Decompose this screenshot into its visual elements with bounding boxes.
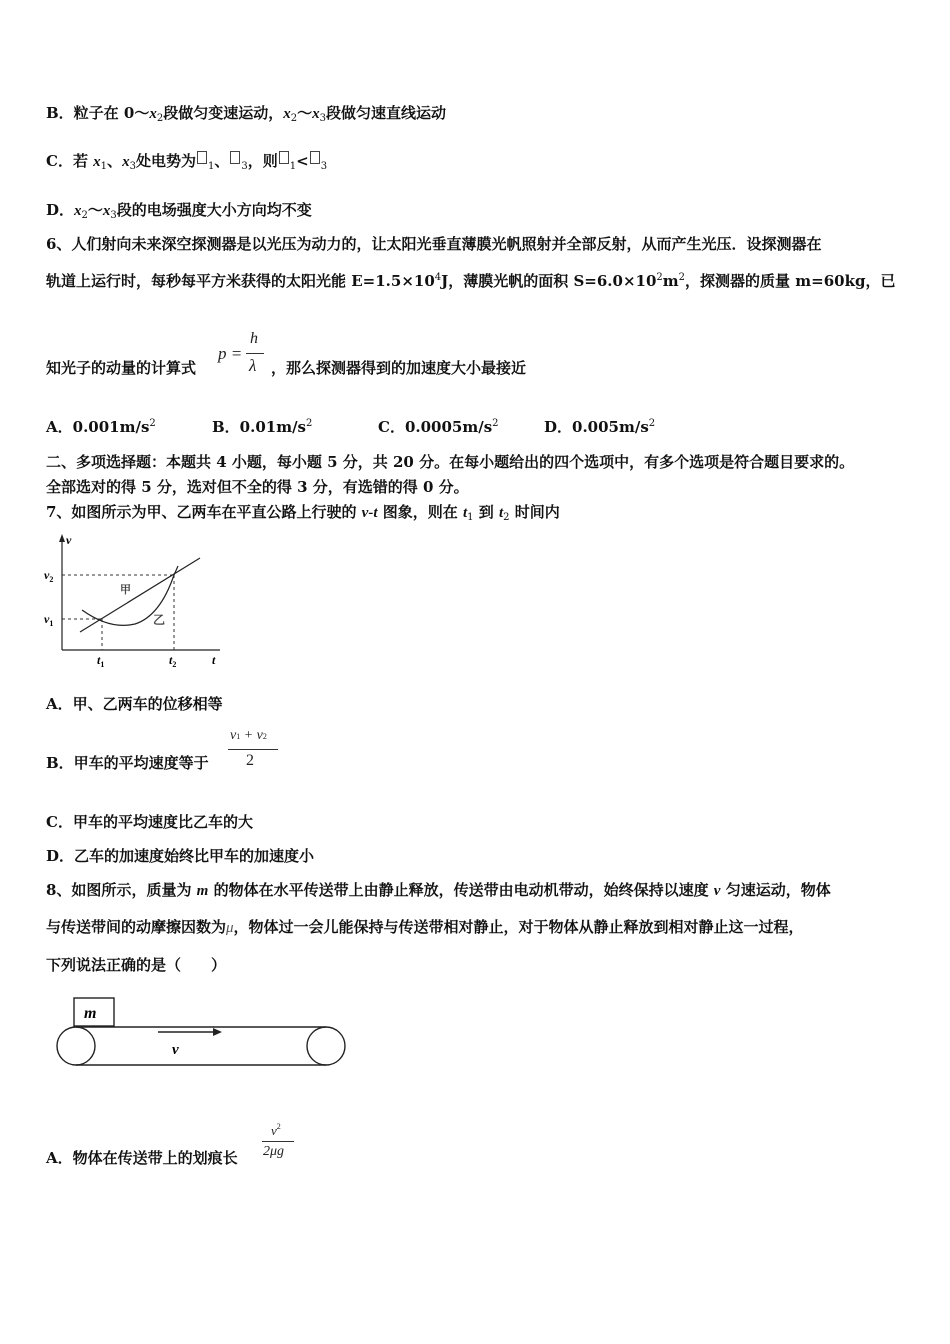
var: μ xyxy=(226,920,234,936)
sub: 2 xyxy=(81,210,88,221)
left-roller xyxy=(57,1027,95,1065)
t1-label: $t_1$ xyxy=(97,653,105,669)
text: 图象，则在 xyxy=(377,503,463,521)
text: ，则 xyxy=(247,152,278,170)
text: ，物体过一会儿能保持与传送带相对静止，对于物体从静止释放到相对静止这一过程， xyxy=(233,918,804,936)
sub: 3 xyxy=(110,210,117,221)
right-roller xyxy=(307,1027,345,1065)
text: D． xyxy=(46,201,75,219)
sup: 2 xyxy=(306,418,313,429)
velocity-arrowhead xyxy=(213,1028,222,1036)
formula-denominator: 2μg xyxy=(263,1144,285,1159)
text: C．0.0005m/s xyxy=(378,418,493,436)
sup: 2 xyxy=(678,272,686,283)
sub: 2 xyxy=(503,512,510,523)
section2-line1: 二、多项选择题：本题共 4 小题，每小题 5 分，共 20 分。在每小题给出的四个选项中，有多个选项是符合题目要求的。 xyxy=(46,453,855,471)
line-jia xyxy=(80,558,200,632)
velocity-label: v xyxy=(172,1042,179,1058)
yi-label: 乙 xyxy=(153,613,166,627)
section2-line2: 全部选对的得 5 分，选对但不全的得 3 分，有选错的得 0 分。 xyxy=(46,478,469,496)
v-axis-arrow xyxy=(59,534,65,542)
sub: 3 xyxy=(320,161,328,172)
var: x xyxy=(93,154,101,170)
formula-numerator: $v^2$ xyxy=(271,1122,281,1138)
text: < xyxy=(296,152,309,170)
missing-glyph-box xyxy=(310,151,320,164)
text: 轨道上运行时，每秒每平方米获得的太阳光能 E=1.5×10 xyxy=(46,272,435,290)
q6-option-c xyxy=(378,416,544,437)
q5-option-c xyxy=(46,150,327,172)
q8-line3: 下列说法正确的是（ ） xyxy=(46,956,227,974)
q6-options xyxy=(46,416,655,437)
var: t xyxy=(462,505,468,521)
sup: 2 xyxy=(149,418,156,429)
text: m xyxy=(662,272,679,290)
sub: 3 xyxy=(241,161,248,172)
text: 8、如图所示，质量为 xyxy=(46,881,197,899)
q8-line1 xyxy=(46,879,831,900)
fraction-bar xyxy=(246,353,264,354)
text: 段做匀变速运动， xyxy=(163,104,284,122)
jia-label: 甲 xyxy=(120,583,131,596)
q7-stem xyxy=(46,501,560,523)
text: 段做匀速直线运动 xyxy=(326,104,447,122)
q6-line3a: 知光子的动量的计算式 xyxy=(46,359,197,377)
q8-line2 xyxy=(46,916,804,937)
q7-option-a: A．甲、乙两车的位移相等 xyxy=(46,695,223,713)
block-m-label: m xyxy=(84,1005,97,1022)
var: x xyxy=(74,203,82,219)
text: ～ xyxy=(87,201,103,219)
missing-glyph-box xyxy=(197,151,207,164)
text: 到 xyxy=(473,503,499,521)
formula-numerator: v1 + v2 xyxy=(230,728,267,743)
avg-velocity-formula xyxy=(228,728,284,774)
missing-glyph-box xyxy=(279,151,289,164)
text: J，薄膜光帆的面积 S=6.0×10 xyxy=(441,272,657,290)
formula-numerator: h xyxy=(250,330,258,347)
text: ，探测器的质量 m=60kg，已 xyxy=(685,272,896,290)
text: 的物体在水平传送带上由静止释放，传送带由电动机带动，始终保持以速度 xyxy=(208,881,714,899)
t-axis-label: t xyxy=(212,653,216,667)
fraction-bar xyxy=(228,749,278,750)
q7-option-c: C．甲车的平均速度比乙车的大 xyxy=(46,813,253,831)
q6-option-d xyxy=(544,416,655,437)
text: 、 xyxy=(107,152,123,170)
sub: 2 xyxy=(156,113,164,124)
v1-label: $v_1$ xyxy=(44,612,54,628)
text: 段的电场强度大小方向均不变 xyxy=(116,201,312,219)
formula-denominator: 2 xyxy=(246,752,254,769)
sub: 1 xyxy=(289,161,297,172)
vt-graph xyxy=(40,530,230,670)
q6-option-a xyxy=(46,416,212,437)
missing-glyph-box xyxy=(230,151,240,164)
sub: 1 xyxy=(207,161,215,172)
text: 时间内 xyxy=(509,503,560,521)
var: x xyxy=(149,106,157,122)
text: A．0.001m/s xyxy=(46,418,150,436)
q6-line3b: ，那么探测器得到的加速度大小最接近 xyxy=(271,359,527,377)
var: t xyxy=(498,505,504,521)
momentum-formula xyxy=(218,330,268,380)
text: ～ xyxy=(297,104,313,122)
t2-label: $t_2$ xyxy=(169,653,177,669)
q6-line2 xyxy=(46,270,895,291)
q8-option-a: A．物体在传送带上的划痕长 xyxy=(46,1149,238,1167)
text: B．粒子在 0～ xyxy=(46,104,150,122)
formula-denominator: λ xyxy=(249,356,257,375)
q7-option-b: B．甲车的平均速度等于 xyxy=(46,754,209,772)
var: x xyxy=(312,106,320,122)
v2-label: $v_2$ xyxy=(44,568,54,584)
sub: 1 xyxy=(467,512,474,523)
sup: 4 xyxy=(434,272,442,283)
sub: 2 xyxy=(290,113,298,124)
sub: 1 xyxy=(100,161,108,172)
text: 匀速运动，物体 xyxy=(720,881,831,899)
formula-p: p = xyxy=(218,344,243,363)
text: C．若 xyxy=(46,152,94,170)
sup: 2 xyxy=(648,418,656,429)
q6-line1: 6、人们射向未来深空探测器是以光压为动力的，让太阳光垂直薄膜光帆照射并全部反射，从而产生光压．设探测器在 xyxy=(46,235,822,253)
text: 、 xyxy=(214,152,230,170)
var: x xyxy=(122,154,130,170)
v-axis-label: v xyxy=(66,533,72,547)
text: 与传送带间的动摩擦因数为 xyxy=(46,918,227,936)
sup: 2 xyxy=(656,272,663,283)
sup: 2 xyxy=(492,418,499,429)
var: x xyxy=(283,106,291,122)
sub: 3 xyxy=(319,113,326,124)
var: v-t xyxy=(361,505,378,521)
conveyor-belt-figure xyxy=(50,992,355,1072)
sub: 3 xyxy=(129,161,136,172)
fraction-bar xyxy=(262,1141,294,1142)
q7-option-d: D．乙车的加速度始终比甲车的加速度小 xyxy=(46,847,315,865)
text: B．0.01m/s xyxy=(212,418,307,436)
scratch-length-formula xyxy=(262,1122,302,1168)
text: D．0.005m/s xyxy=(544,418,649,436)
text: 处电势为 xyxy=(135,152,196,170)
var: x xyxy=(102,203,111,219)
q5-option-d xyxy=(46,199,312,221)
q6-option-b xyxy=(212,416,378,437)
q5-option-b xyxy=(46,102,446,124)
text: 7、如图所示为甲、乙两车在平直公路上行驶的 xyxy=(46,503,362,521)
var: m xyxy=(196,883,209,899)
var: v xyxy=(713,883,721,899)
